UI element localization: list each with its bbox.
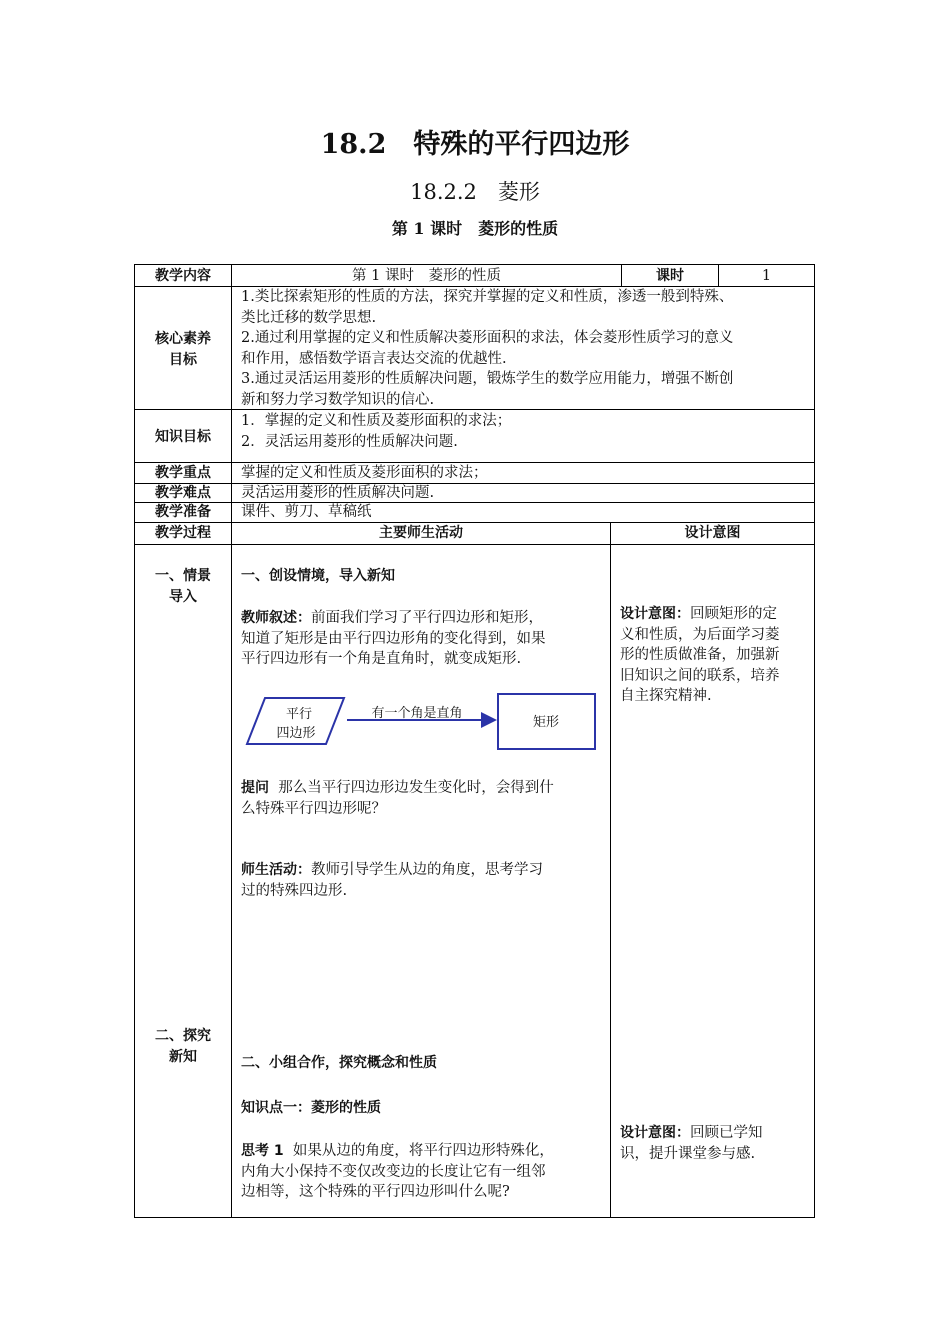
stage-intro xyxy=(135,566,231,607)
core-goal-line: 1.类比探索矩形的性质的方法，探究并掌握的定义和性质，渗透一般到特殊、 xyxy=(241,289,734,305)
hours-label: 课时 xyxy=(656,268,684,284)
core-goals-label-line1: 核心素养 xyxy=(155,331,211,347)
core-goals-label xyxy=(135,329,231,370)
section1-heading: 一、创设情境，导入新知 xyxy=(241,568,395,584)
think-label: 思考 1 xyxy=(241,1143,284,1159)
intent1-line: 旧知识之间的联系，培养 xyxy=(620,667,780,684)
stage-intro-line2: 导入 xyxy=(169,588,197,605)
teacher-line: 前面我们学习了平行四边形和矩形， xyxy=(311,610,543,626)
core-goal-line: 和作用，感悟数学语言表达交流的优越性. xyxy=(241,350,507,367)
design-intent-2 xyxy=(620,1123,810,1164)
teacher-label: 教师叙述： xyxy=(241,610,311,626)
intent1-line: 回顾矩形的定 xyxy=(690,606,777,622)
stage-explore-line1: 二、探究 xyxy=(155,1028,211,1044)
stage-explore xyxy=(135,1026,231,1067)
process-header-stage: 教学过程 xyxy=(155,525,211,541)
intent2-label: 设计意图： xyxy=(620,1125,690,1141)
section2-heading: 二、小组合作，探究概念和性质 xyxy=(241,1055,437,1071)
intent1-line: 形的性质做准备，加强新 xyxy=(620,647,780,663)
diagram-right: 矩形 xyxy=(532,715,560,730)
knowledge-goals-text xyxy=(241,411,811,452)
knowledge-point-heading: 知识点一：菱形的性质 xyxy=(241,1100,381,1116)
intent1-line: 自主探究精神. xyxy=(620,688,712,704)
intent1-label: 设计意图： xyxy=(620,606,690,622)
knowledge-goals-label: 知识目标 xyxy=(155,429,211,445)
intent2-line: 识，提升课堂参与感. xyxy=(620,1145,756,1162)
think-line: 内角大小保持不变仅改变边的长度让它有一组邻 xyxy=(241,1163,546,1180)
design-intent-1 xyxy=(620,604,810,707)
preparation-label: 教学准备 xyxy=(155,504,211,520)
process-header-activities: 主要师生活动 xyxy=(379,525,463,541)
activity-label: 师生活动： xyxy=(241,862,311,878)
question-label: 提问 xyxy=(241,780,269,796)
stage-intro-line1: 一、情景 xyxy=(155,568,211,584)
knowledge-goal-line: 1．掌握的定义和性质及菱形面积的求法； xyxy=(241,413,512,429)
teacher-line: 知道了矩形是由平行四边形角的变化得到，如果 xyxy=(241,630,546,647)
key-points-value: 掌握的定义和性质及菱形面积的求法； xyxy=(241,465,488,481)
core-goals-label-line2: 目标 xyxy=(169,351,197,368)
stage-explore-line2: 新知 xyxy=(169,1048,197,1065)
core-goal-line: 2.通过利用掌握的定义和性质解决菱形面积的求法，体会菱形性质学习的意义 xyxy=(241,330,734,346)
activity-line: 过的特殊四边形. xyxy=(241,882,348,899)
activity-line: 教师引导学生从边的角度，思考学习 xyxy=(311,862,543,878)
key-points-label: 教学重点 xyxy=(155,465,211,481)
diagram-left-line2: 四边形 xyxy=(276,726,316,741)
preparation-value: 课件、剪刀、草稿纸 xyxy=(241,504,372,520)
concept-flow-diagram xyxy=(241,688,603,750)
core-goal-line: 新和努力学习数学知识的信心. xyxy=(241,391,435,408)
think-line: 如果从边的角度，将平行四边形特殊化， xyxy=(292,1143,554,1159)
document-title: 18.2 特殊的平行四边形 xyxy=(320,129,630,160)
hours-value: 1 xyxy=(761,268,772,284)
content-label: 教学内容 xyxy=(155,268,211,284)
core-goals-text xyxy=(241,287,811,410)
intent2-line: 回顾已学知 xyxy=(690,1125,763,1141)
intent1-line: 义和性质，为后面学习菱 xyxy=(620,626,780,643)
question-block xyxy=(241,778,606,819)
content-value: 第 1 课时 菱形的性质 xyxy=(352,268,501,284)
think-line: 边相等，这个特殊的平行四边形叫什么呢? xyxy=(241,1184,510,1200)
diagram-arrow-label: 有一个角是直角 xyxy=(371,706,463,721)
core-goal-line: 3.通过灵活运用菱形的性质解决问题，锻炼学生的数学应用能力，增强不断创 xyxy=(241,371,734,387)
teacher-line: 平行四边形有一个角是直角时，就变成矩形. xyxy=(241,651,522,667)
question-line: 那么当平行四边形边发生变化时，会得到什 xyxy=(278,780,554,796)
question-line: 么特殊平行四边形呢？ xyxy=(241,800,386,817)
core-goal-line: 类比迁移的数学思想. xyxy=(241,309,377,326)
difficulties-value: 灵活运用菱形的性质解决问题. xyxy=(241,485,435,501)
diagram-left-line1: 平行 xyxy=(285,707,313,722)
process-header-intent: 设计意图 xyxy=(684,525,741,541)
lesson-title: 第 1 课时 菱形的性质 xyxy=(391,219,559,238)
activity-block xyxy=(241,860,606,901)
teacher-narration xyxy=(241,608,606,670)
difficulties-label: 教学难点 xyxy=(155,485,211,501)
knowledge-goal-line: 2．灵活运用菱形的性质解决问题. xyxy=(241,433,458,450)
think-block xyxy=(241,1141,606,1203)
section-subtitle: 18.2.2 菱形 xyxy=(410,180,540,204)
